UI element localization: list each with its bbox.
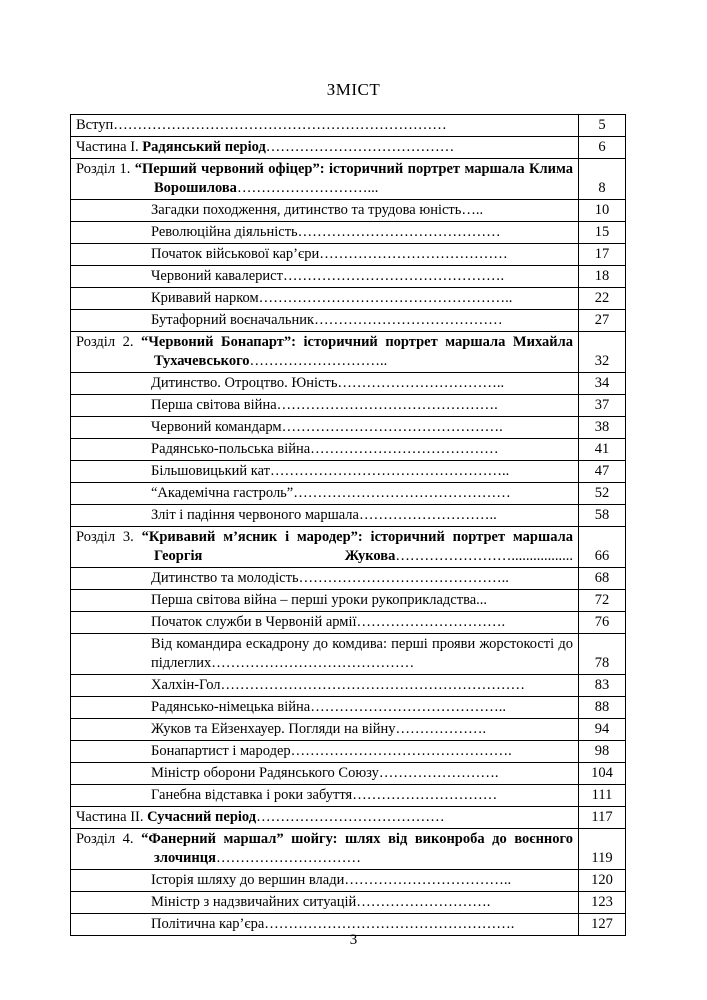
toc-subsection-row <box>71 417 626 439</box>
toc-entry-text: Історія шляху до вершин влади…………………………….. <box>151 872 512 888</box>
toc-entry-title <box>71 483 579 505</box>
toc-subsection-row <box>71 870 626 892</box>
toc-page-number: 15 <box>579 222 626 244</box>
toc-section-row <box>71 332 626 373</box>
toc-entry-prefix: Розділ 1. <box>76 161 135 177</box>
toc-section-row <box>71 807 626 829</box>
toc-subsection-row <box>71 483 626 505</box>
toc-page-number: 17 <box>579 244 626 266</box>
toc-entry-text: Радянсько-польська війна………………………………… <box>151 441 499 457</box>
toc-page-number: 10 <box>579 200 626 222</box>
toc-entry-title <box>71 763 579 785</box>
toc-entry-prefix: Частина II. <box>76 809 148 825</box>
toc-subsection-row <box>71 310 626 332</box>
toc-entry-title <box>71 892 579 914</box>
toc-subsection-row <box>71 634 626 675</box>
toc-entry-title <box>71 115 579 137</box>
toc-entry-leader: ………………………... <box>236 180 379 196</box>
toc-entry-leader: ……………………................. <box>395 548 573 564</box>
toc-subsection-row <box>71 568 626 590</box>
toc-page-number: 38 <box>579 417 626 439</box>
toc-entry-title <box>71 461 579 483</box>
toc-entry-heading: “Кривавий м’ясник і мародер”: історичний портрет маршала Георгія Жукова <box>141 529 573 564</box>
toc-page-number: 123 <box>579 892 626 914</box>
toc-entry-prefix: Частина I. <box>76 139 143 155</box>
toc-page-number: 94 <box>579 719 626 741</box>
table-of-contents <box>70 114 626 936</box>
page-number: 3 <box>349 932 358 948</box>
toc-subsection-row <box>71 505 626 527</box>
toc-page-number: 72 <box>579 590 626 612</box>
toc-subsection-row <box>71 675 626 697</box>
toc-section-row <box>71 527 626 568</box>
toc-entry-heading: “Червоний Бонапарт”: історичний портрет маршала Михайла Тухачевського <box>141 334 573 369</box>
toc-entry-title <box>71 505 579 527</box>
toc-page-number: 58 <box>579 505 626 527</box>
toc-entry-text: Халхін-Гол……………………………………………………… <box>151 677 526 693</box>
toc-page-number: 104 <box>579 763 626 785</box>
toc-subsection-row <box>71 741 626 763</box>
toc-entry-text: Жуков та Ейзенхауер. Погляди на війну………………. <box>151 721 487 737</box>
toc-entry-heading: “Перший червоний офіцер”: історичний портрет маршала Клима Ворошилова <box>134 161 573 196</box>
toc-page-number: 78 <box>579 634 626 675</box>
toc-entry-text: Червоний командарм………………………………………. <box>151 419 503 435</box>
toc-entry-text: Перша світова війна………………………………………. <box>151 397 498 413</box>
toc-entry-leader: ……………………….. <box>249 353 388 369</box>
toc-subsection-row <box>71 373 626 395</box>
toc-entry-text: Міністр з надзвичайних ситуацій………………………. <box>151 894 491 910</box>
toc-entry-title <box>71 310 579 332</box>
toc-section-row <box>71 829 626 870</box>
toc-page-number: 27 <box>579 310 626 332</box>
toc-entry-leader: ………………………… <box>215 850 361 866</box>
toc-entry-text: Дитинство та молодість…………………………………….. <box>151 570 509 586</box>
toc-page-number: 98 <box>579 741 626 763</box>
toc-entry-title <box>71 719 579 741</box>
toc-entry-title <box>71 697 579 719</box>
toc-entry-title <box>71 159 579 200</box>
toc-entry-text: Бутафорний воєначальник………………………………… <box>151 312 503 328</box>
toc-subsection-row <box>71 439 626 461</box>
toc-entry-title <box>71 439 579 461</box>
toc-entry-title <box>71 807 579 829</box>
toc-page-number: 37 <box>579 395 626 417</box>
toc-page-number: 66 <box>579 527 626 568</box>
toc-section-row <box>71 115 626 137</box>
toc-entry-leader: ………………………………… <box>256 809 445 825</box>
toc-entry-text: Червоний кавалерист………………………………………. <box>151 268 505 284</box>
toc-subsection-row <box>71 612 626 634</box>
toc-page-number: 68 <box>579 568 626 590</box>
toc-subsection-row <box>71 719 626 741</box>
toc-subsection-row <box>71 461 626 483</box>
toc-entry-title <box>71 395 579 417</box>
toc-entry-text: “Академічна гастроль”……………………………………… <box>151 485 511 501</box>
toc-entry-prefix: Розділ 2. <box>76 334 142 350</box>
toc-page-number: 117 <box>579 807 626 829</box>
toc-subsection-row <box>71 222 626 244</box>
toc-entry-text: Більшовицький кат………………………………………….. <box>151 463 510 479</box>
toc-entry-title <box>71 590 579 612</box>
toc-entry-title <box>71 829 579 870</box>
toc-section-row <box>71 159 626 200</box>
toc-entry-title <box>71 634 579 675</box>
toc-page-number: 8 <box>579 159 626 200</box>
toc-subsection-row <box>71 590 626 612</box>
toc-entry-title <box>71 785 579 807</box>
toc-page-number: 34 <box>579 373 626 395</box>
toc-page-number: 127 <box>579 914 626 936</box>
toc-page-number: 88 <box>579 697 626 719</box>
toc-entry-text: Початок служби в Червоній армії…………………………. <box>151 614 506 630</box>
toc-subsection-row <box>71 200 626 222</box>
toc-page-number: 41 <box>579 439 626 461</box>
toc-entry-heading: Сучасний період <box>147 809 257 825</box>
toc-entry-title <box>71 741 579 763</box>
toc-page-number: 5 <box>579 115 626 137</box>
page-title: ЗМІСТ <box>326 80 381 99</box>
toc-entry-text: Політична кар’єра……………………………………………. <box>151 916 515 932</box>
toc-subsection-row <box>71 785 626 807</box>
toc-subsection-row <box>71 395 626 417</box>
toc-entry-title <box>71 568 579 590</box>
toc-entry-title <box>71 417 579 439</box>
toc-entry-text: Революційна діяльність…………………………………… <box>151 224 501 240</box>
toc-entry-leader: ………………………………… <box>265 139 455 155</box>
toc-entry-title <box>71 870 579 892</box>
toc-entry-text: Початок військової кар’єри………………………………… <box>151 246 508 262</box>
toc-subsection-row <box>71 763 626 785</box>
toc-entry-title <box>71 137 579 159</box>
toc-page-number: 83 <box>579 675 626 697</box>
toc-entry-text: Від командира ескадрону до комдива: перші прояви жорстокості до підлеглих…………………………………… <box>151 636 573 671</box>
toc-entry-text: Бонапартист і мародер………………………………………. <box>151 743 512 759</box>
toc-entry-text: Вступ…………………………………………………………… <box>76 117 447 133</box>
toc-entry-title <box>71 332 579 373</box>
toc-entry-text: Міністр оборони Радянського Союзу……………………. <box>151 765 499 781</box>
toc-entry-heading: “Фанерний маршал” шойгу: шлях від виконроба до воєнного злочинця <box>141 831 573 866</box>
toc-entry-text: Загадки походження, дитинство та трудова юність….. <box>151 202 484 218</box>
toc-entry-title <box>71 675 579 697</box>
toc-section-row <box>71 137 626 159</box>
toc-entry-prefix: Розділ 4. <box>76 831 142 847</box>
toc-entry-title <box>71 288 579 310</box>
toc-page-number: 18 <box>579 266 626 288</box>
toc-entry-title <box>71 527 579 568</box>
toc-page-number: 76 <box>579 612 626 634</box>
toc-entry-text: Перша світова війна – перші уроки рукоприкладства... <box>151 592 488 608</box>
toc-entry-text: Кривавий нарком…………………………………………….. <box>151 290 513 306</box>
toc-page-number: 52 <box>579 483 626 505</box>
toc-entry-prefix: Розділ 3. <box>76 529 142 545</box>
toc-page-number: 6 <box>579 137 626 159</box>
toc-page-number: 47 <box>579 461 626 483</box>
toc-subsection-row <box>71 288 626 310</box>
toc-subsection-row <box>71 892 626 914</box>
toc-page-number: 119 <box>579 829 626 870</box>
toc-subsection-row <box>71 266 626 288</box>
toc-page-number: 22 <box>579 288 626 310</box>
toc-entry-title <box>71 266 579 288</box>
toc-entry-text: Дитинство. Отроцтво. Юність…………………………….. <box>151 375 505 391</box>
toc-entry-text: Зліт і падіння червоного маршала……………………….. <box>151 507 497 523</box>
toc-entry-title <box>71 612 579 634</box>
toc-entry-title <box>71 373 579 395</box>
toc-page-number: 32 <box>579 332 626 373</box>
toc-entry-title <box>71 200 579 222</box>
toc-page-number: 120 <box>579 870 626 892</box>
toc-entry-title <box>71 244 579 266</box>
toc-entry-text: Радянсько-німецька війна………………………………….. <box>151 699 506 715</box>
toc-entry-title <box>71 222 579 244</box>
toc-entry-text: Ганебна відставка і роки забуття………………………… <box>151 787 498 803</box>
toc-subsection-row <box>71 244 626 266</box>
toc-page-number: 111 <box>579 785 626 807</box>
toc-entry-heading: Радянський період <box>142 139 266 155</box>
toc-subsection-row <box>71 697 626 719</box>
